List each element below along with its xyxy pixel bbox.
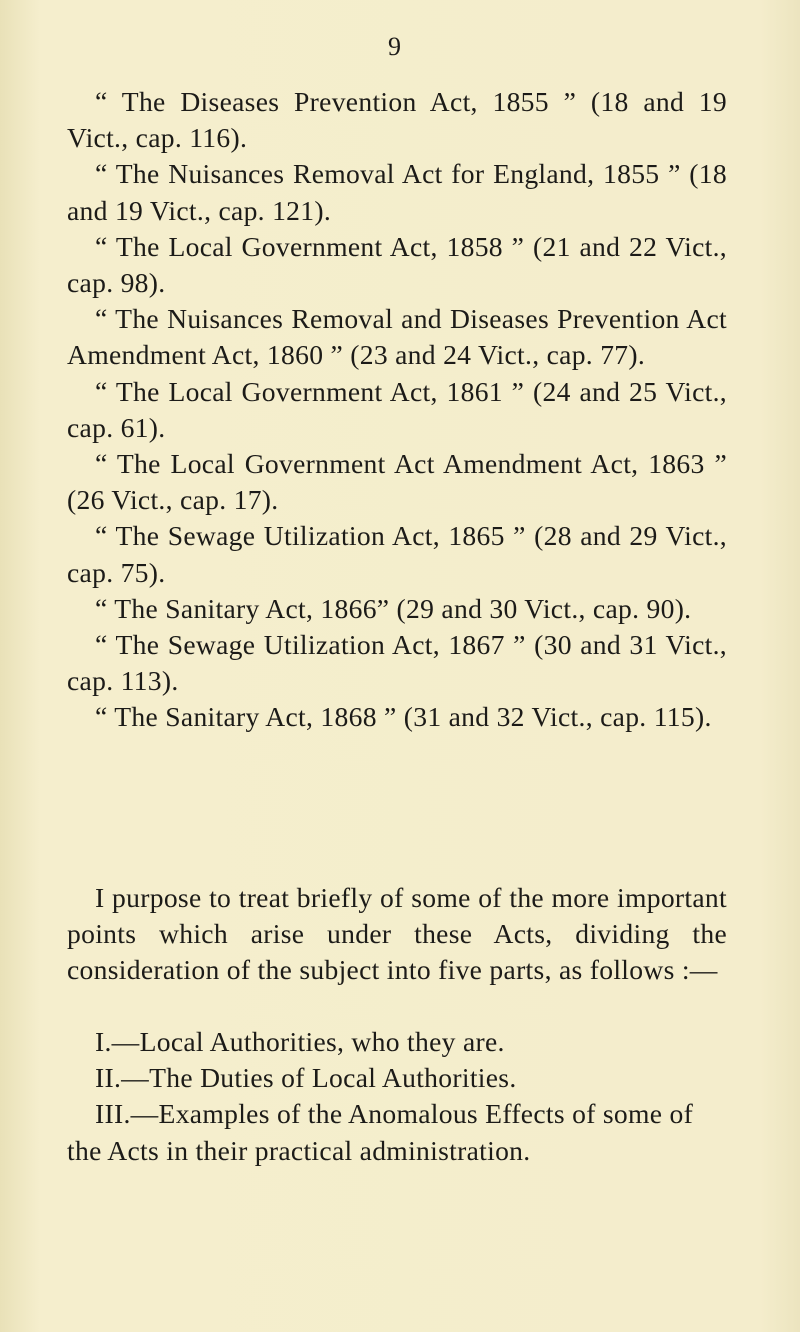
act-entry: “ The Sewage Utilization Act, 1867 ” (30 and 31 Vict., cap. 113). <box>67 629 727 697</box>
act-entry: “ The Sanitary Act, 1868 ” (31 and 32 Vict., cap. 115). <box>95 701 712 733</box>
act-entry: “ The Diseases Prevention Act, 1855 ” (18 and 19 Vict., cap. 116). <box>67 86 727 154</box>
act-entry: “ The Local Government Act, 1861 ” (24 and 25 Vict., cap. 61). <box>67 375 727 443</box>
act-entry: “ The Nuisances Removal Act for England, 1855 ” (18 and 19 Vict., cap. 121). <box>67 158 727 226</box>
act-entry: “ The Sanitary Act, 1866” (29 and 30 Vict., cap. 90). <box>95 592 692 624</box>
act-entry: “ The Local Government Act, 1858 ” (21 and 22 Vict., cap. 98). <box>67 230 727 299</box>
part-item: III.—Examples of the Anomalous Effects of some of the Acts in their practical administration. <box>67 1098 694 1166</box>
part-item: I.—Local Authorities, who they are. <box>95 1026 505 1057</box>
act-entry: “ The Local Government Act Amendment Act, 1863 ” (26 Vict., cap. 17). <box>67 448 727 516</box>
act-entry: “ The Nuisances Removal and Diseases Prevention Act Amendment Act, 1860 ” (23 and 24 Vict., cap. 77). <box>67 303 727 371</box>
part-item: II.—The Duties of Local Authorities. <box>95 1062 517 1094</box>
parts-list <box>67 1024 727 1169</box>
intro-paragraph: I purpose to treat briefly of some of the more important points which arise under these Acts, dividing the consideration of the subject into five parts, as follows :— <box>67 882 727 986</box>
page-number: 9 <box>388 32 401 61</box>
acts-list <box>67 84 727 736</box>
act-entry: “ The Sewage Utilization Act, 1865 ” (28 and 29 Vict., cap. 75). <box>67 520 727 588</box>
